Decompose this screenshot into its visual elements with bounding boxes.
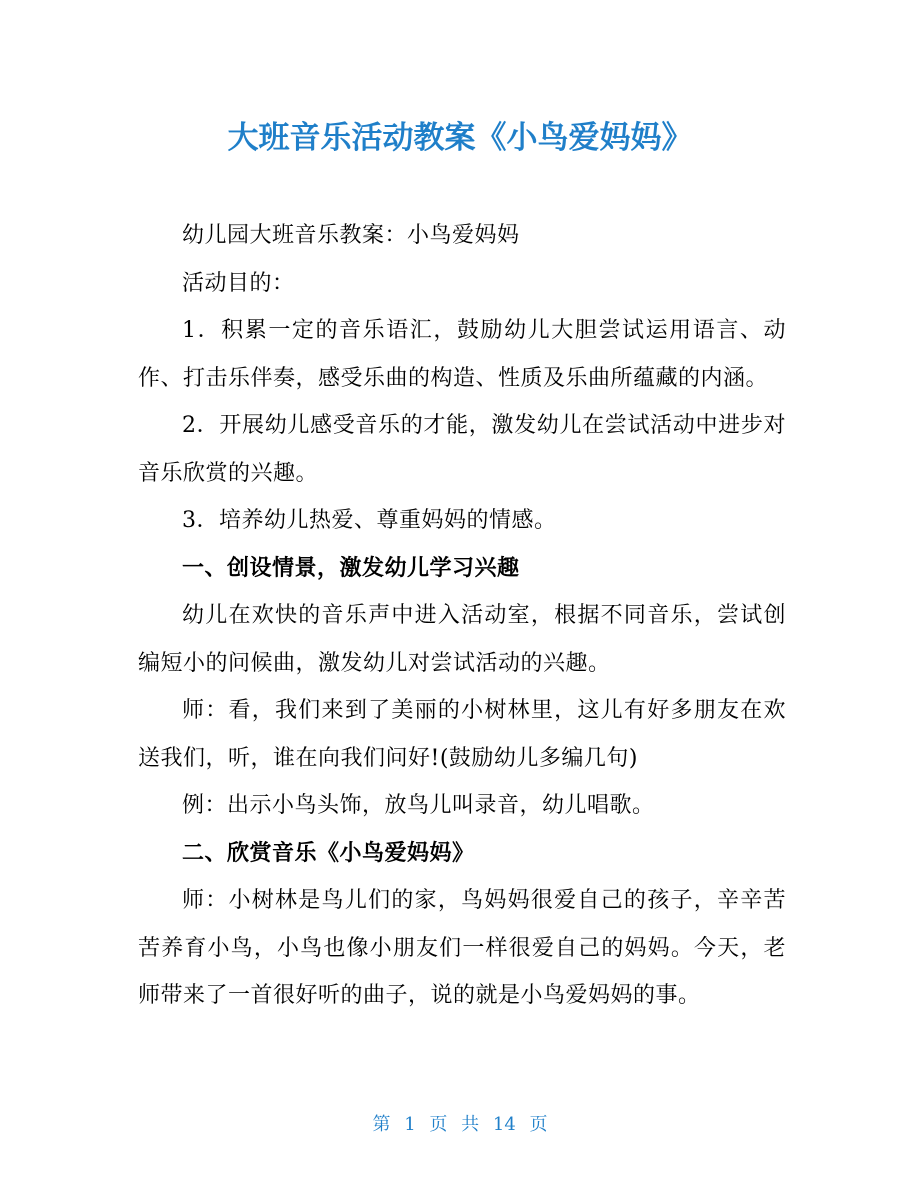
paragraph-teacher-dialogue-2: 师：小树林是鸟儿们的家，鸟妈妈很爱自己的孩子，辛辛苦苦养育小鸟，小鸟也像小朋友们一样很爱自己的妈妈。今天，老师带来了一首很好听的曲子，说的就是小鸟爱妈妈的事。: [138, 888, 786, 1008]
paragraph-objective-2: 2．开展幼儿感受音乐的才能，激发幼儿在尝试活动中进步对音乐欣赏的兴趣。: [138, 413, 786, 486]
paragraph-objective-3: 3．培养幼儿热爱、尊重妈妈的情感。: [182, 508, 557, 533]
paragraph-subtitle: 幼儿园大班音乐教案：小鸟爱妈妈: [182, 223, 520, 248]
footer-total-unit: 页: [529, 1114, 548, 1135]
section-heading-2: 二、欣赏音乐《小鸟爱妈妈》: [182, 839, 475, 866]
paragraph-objective-1: 1．积累一定的音乐语汇，鼓励幼儿大胆尝试运用语言、动作、打击乐伴奏，感受乐曲的构造、性质及乐曲所蕴藏的内涵。: [138, 318, 786, 391]
document-title: 大班音乐活动教案《小鸟爱妈妈》: [227, 120, 693, 156]
page-footer: [0, 1113, 920, 1137]
paragraph-section-1-intro: 幼儿在欢快的音乐声中进入活动室，根据不同音乐，尝试创编短小的问候曲，激发幼儿对尝试活动的兴趣。: [138, 603, 786, 676]
paragraph-teacher-dialogue-1: 师：看，我们来到了美丽的小树林里，这儿有好多朋友在欢送我们，听，谁在向我们问好!(鼓励幼儿多编几句): [138, 698, 786, 771]
paragraph-objectives-heading: 活动目的：: [182, 270, 295, 296]
footer-total-pages: 14: [492, 1114, 516, 1135]
document-body: [138, 212, 786, 1020]
section-heading-1: 一、创设情景，激发幼儿学习兴趣: [182, 554, 520, 581]
footer-current-page: 1: [404, 1114, 416, 1135]
paragraph-example: 例：出示小鸟头饰，放鸟儿叫录音，幼儿唱歌。: [182, 793, 655, 818]
footer-page-unit: 页: [429, 1114, 448, 1135]
footer-total-label: 共: [461, 1114, 480, 1135]
footer-page-label: 第: [372, 1114, 391, 1135]
